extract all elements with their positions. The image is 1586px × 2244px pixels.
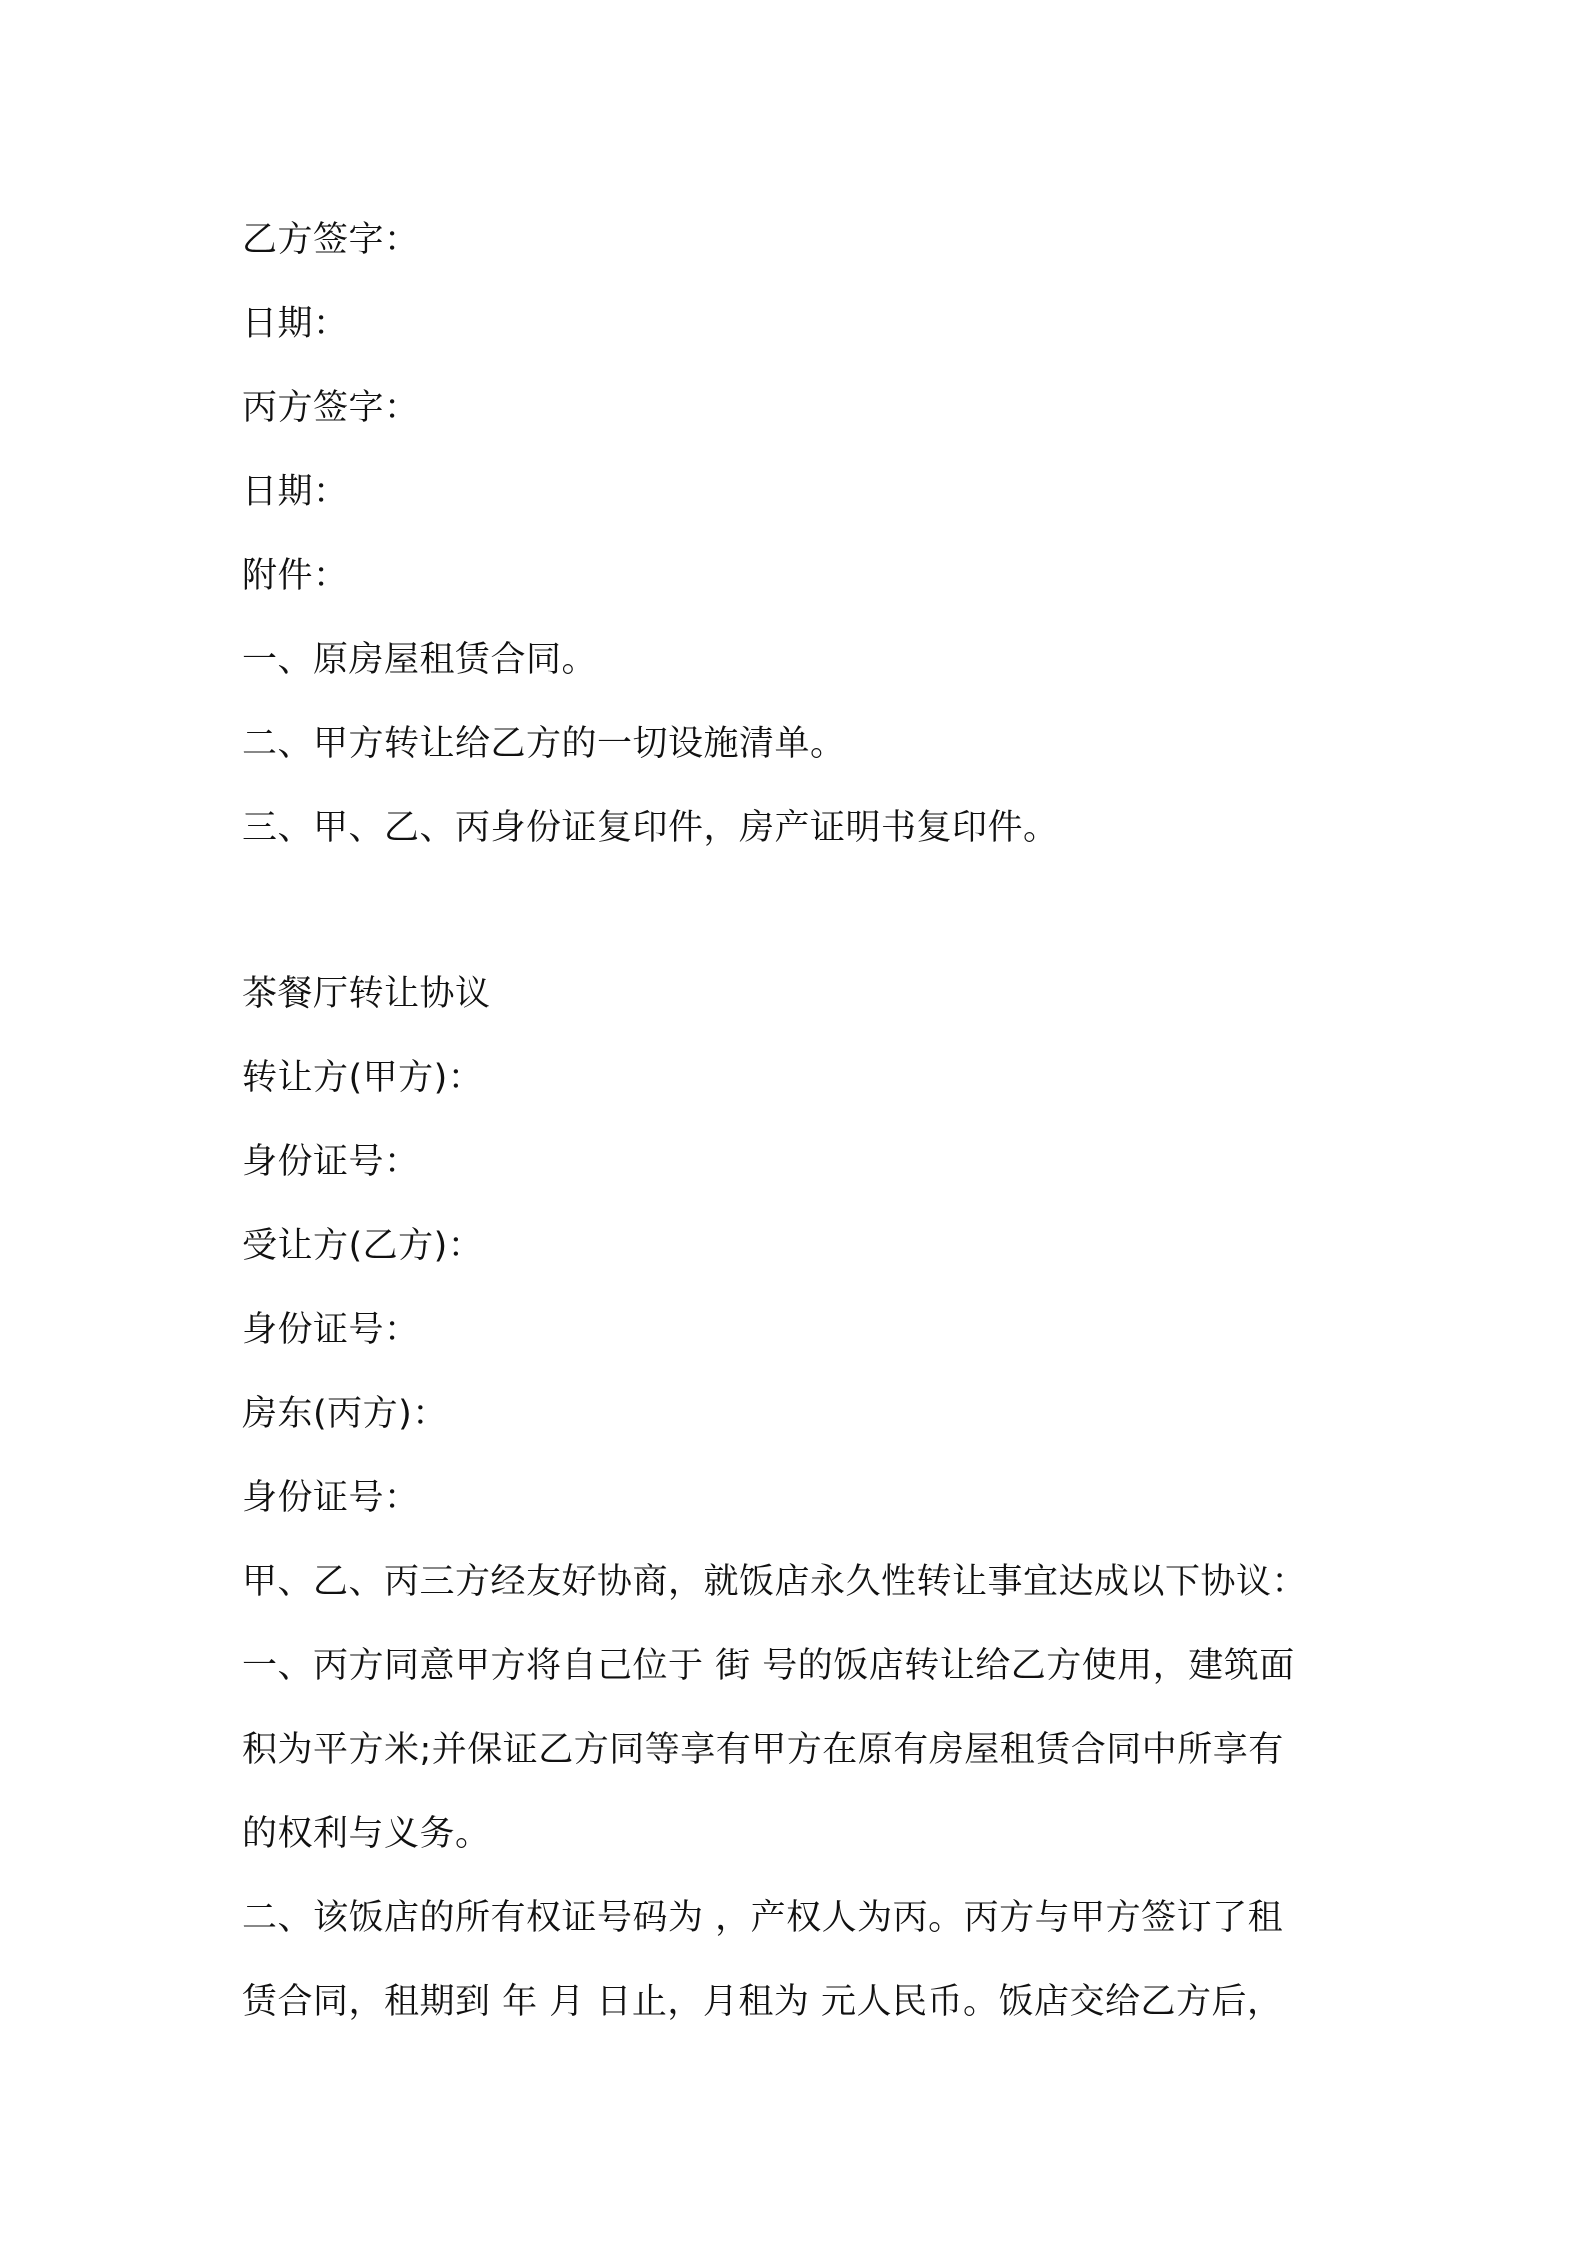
attachment-item: 二、甲方转让给乙方的一切设施清单。: [242, 724, 846, 764]
clause-1: [242, 1624, 1362, 1876]
party-field: 受让方(乙方)：: [242, 1226, 484, 1266]
clause-2: [242, 1876, 1362, 2044]
party-field: 身份证号：: [242, 1310, 420, 1350]
party-c-signature-line: 丙方签字：: [242, 388, 420, 428]
agreement-intro: 甲、乙、丙三方经友好协商，就饭店永久性转让事宜达成以下协议：: [242, 1562, 1308, 1602]
party-b-signature-line: 乙方签字：: [242, 220, 420, 260]
clause-line: 二、该饭店的所有权证号码为 ，产权人为丙。丙方与甲方签订了租: [242, 1898, 1284, 1938]
attachments-heading: 附件：: [242, 556, 349, 596]
party-field: 房东(丙方)：: [242, 1394, 448, 1434]
date-line: 日期：: [242, 304, 349, 344]
attachment-item: 三、甲、乙、丙身份证复印件，房产证明书复印件。: [242, 808, 1059, 848]
agreement-title: 茶餐厅转让协议: [242, 974, 491, 1014]
party-field: 身份证号：: [242, 1478, 420, 1518]
clause-line: 一、丙方同意甲方将自己位于 街 号的饭店转让给乙方使用，建筑面: [242, 1646, 1295, 1686]
party-field: 转让方(甲方)：: [242, 1058, 484, 1098]
section-spacer: [242, 870, 1362, 952]
document-body: [242, 198, 1362, 2044]
party-field: 身份证号：: [242, 1142, 420, 1182]
clause-line: 赁合同，租期到 年 月 日止，月租为 元人民币。饭店交给乙方后，: [242, 1982, 1283, 2022]
date-line: 日期：: [242, 472, 349, 512]
clause-line: 的权利与义务。: [242, 1814, 491, 1854]
clause-line: 积为平方米;并保证乙方同等享有甲方在原有房屋租赁合同中所享有: [242, 1730, 1284, 1770]
attachment-item: 一、原房屋租赁合同。: [242, 640, 598, 680]
